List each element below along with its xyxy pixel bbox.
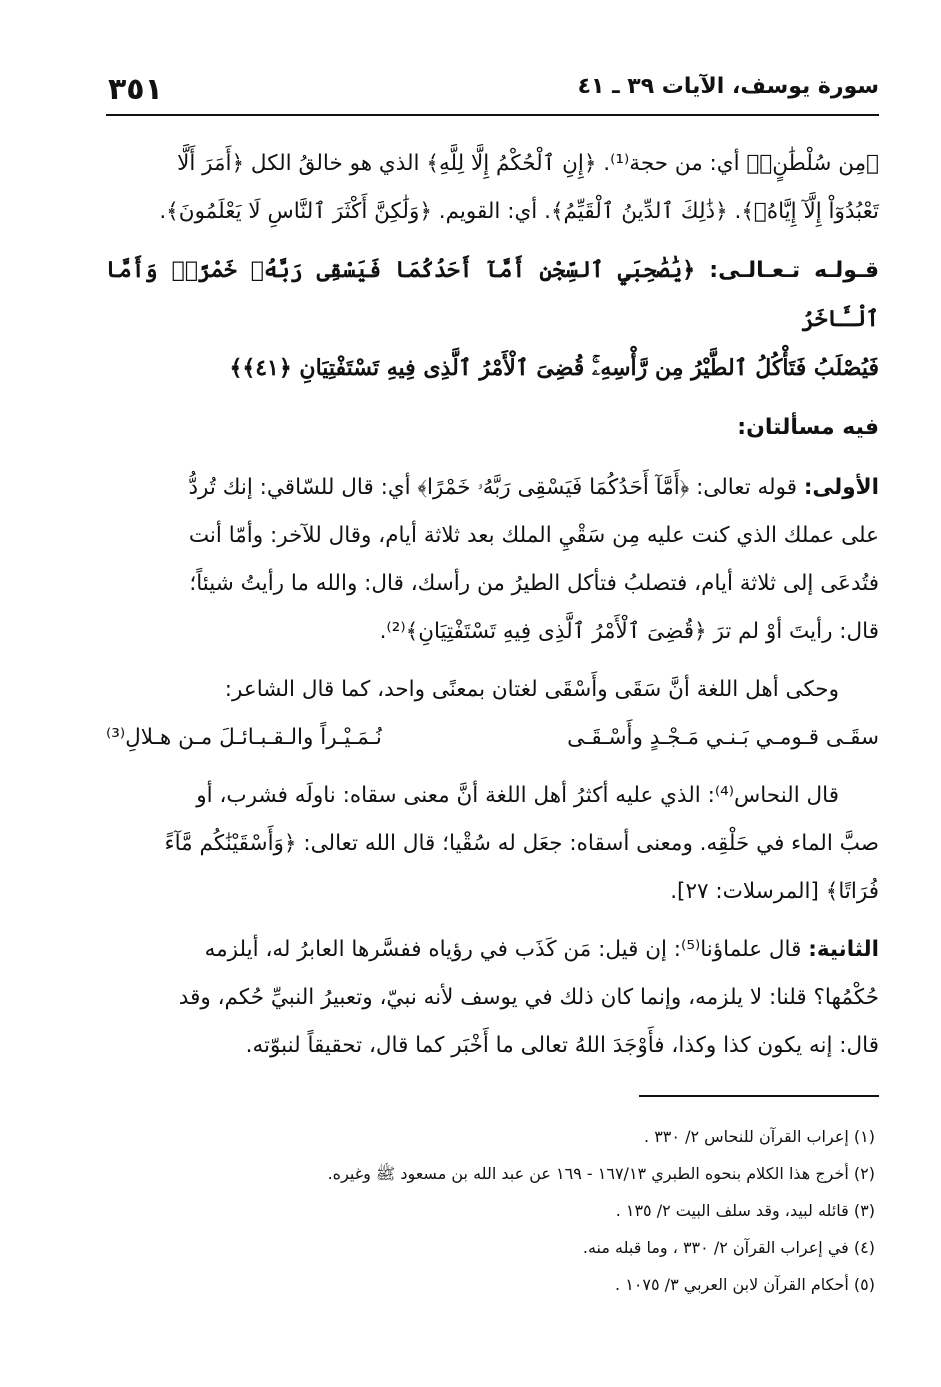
poetry-verse	[106, 714, 879, 762]
text-line: حُكْمُها؟ قلنا: لا يلزمه، وإنما كان ذلك في يوسف لأنه نبيّ، وتعبيرُ النبيِّ حُكم، وقد	[178, 985, 879, 1010]
verse-intro: قـولـه تـعـالـى:	[709, 258, 879, 283]
page-number: ٣٥١	[108, 72, 163, 107]
footnotes	[106, 1118, 875, 1303]
text-line: قال: إنه يكون كذا وكذا، فأَوْجَدَ اللهُ تعالى ما أَخْبَر كما قال، تحقيقاً لنبوّته.	[245, 1033, 879, 1058]
text-line: وحكى أهل اللغة أنَّ سَقَى وأَسْقَى لغتان بمعنًى واحد، كما قال الشاعر:	[224, 677, 839, 702]
issue-text: قال علماؤنا⁽⁵⁾: إن قيل: مَن كَذَب في رؤياه ففسَّرها العابرُ له، أيلزمه	[204, 937, 802, 962]
verse-second-hemistich: نُـمَـيْـراً والـقـبـائـلَ مـن هـلالِ⁽³⁾	[106, 725, 382, 750]
text-line: تَعْبُدُوٓاْ إِلَّآ إِيَّاهُۚ﴾. ﴿ذَٰلِكَ ٱلدِّينُ ٱلْقَيِّمُ﴾. أي: القويم. ﴿وَلَٰكِنَّ أَكْثَرَ ٱلنَّاسِ لَا يَعْلَمُونَ﴾.	[159, 199, 879, 224]
issue-label: الثانية:	[808, 937, 879, 962]
footnote-rule	[639, 1095, 879, 1097]
main-text	[106, 140, 879, 1070]
text-line	[106, 464, 879, 512]
running-title: سورة يوسف، الآيات ٣٩ ـ ٤١	[577, 74, 879, 99]
quran-verse-line	[106, 246, 879, 344]
footnote: (٣) قائله لبيد، وقد سلف البيت ٢/ ١٣٥ .	[615, 1201, 875, 1220]
page-header	[108, 68, 879, 108]
quran-verse-line: فَيُصْلَبُ فَتَأْكُلُ ٱلطَّيْرُ مِن رَّأْسِهِۦۚ قُضِىَ ٱلْأَمْرُ ٱلَّذِى فِيهِ تَسْتَفْتِيَانِ ﴿٤١﴾﴾	[229, 355, 879, 381]
verse-first-hemistich: سقَـى قـومـي بَـنـي مَـجْـدٍ وأَسْـقَـى	[567, 725, 879, 750]
text-line	[106, 926, 879, 974]
text-line: على عملك الذي كنت عليه مِن سَقْيِ الملك بعد ثلاثة أيام، وقال للآخر: وأمّا أنت	[188, 523, 879, 548]
text-line: فتُدعَى إلى ثلاثة أيام، فتصلبُ فتأكل الطيرُ من رأسك، قال: والله ما رأيتُ شيئاً؛	[189, 571, 879, 596]
footnote: (٤) في إعراب القرآن ٢/ ٣٣٠ ، وما قبله منه.	[582, 1238, 875, 1257]
text-line: صبَّ الماء في حَلْقِه. ومعنى أسقاه: جعَل له سُقْيا؛ قال الله تعالى: ﴿وَأَسْقَيْنَٰكُم مَّآءً	[164, 831, 879, 856]
text-line: ﴿مِن سُلْطَٰنٍۚ﴾ أي: من حجة⁽¹⁾. ﴿إِنِ ٱلْحُكْمُ إِلَّا لِلَّهِ﴾ الذي هو خالقُ الكل ﴿أَمَرَ أَلَّا	[177, 151, 879, 176]
footnote: (٢) أخرج هذا الكلام بنحوه الطبري ١٦٧/١٣ - ١٦٩ عن عبد الله بن مسعود ﷺ وغيره.	[327, 1164, 875, 1183]
text-line: فُرَاتًا﴾ [المرسلات: ٢٧].	[670, 879, 879, 904]
issue-label: الأولى:	[803, 475, 879, 500]
footnote: (٥) أحكام القرآن لابن العربي ٣/ ١٠٧٥ .	[615, 1275, 875, 1294]
text-line: قال النحاس⁽⁴⁾: الذي عليه أكثرُ أهل اللغة أنَّ معنى سقاه: ناولَه فشرب، أو	[196, 783, 839, 808]
footnote: (١) إعراب القرآن للنحاس ٢/ ٣٣٠ .	[644, 1127, 875, 1146]
issue-text: قوله تعالى: ﴿أَمَّآ أَحَدُكُمَا فَيَسْقِى رَبَّهُۥ خَمْرًا﴾ أي: قال للسّاقي: إنك تُردُّ	[188, 475, 797, 500]
verse-text: ﴿يَٰصَٰحِبَيِ ٱلسِّجْنِ أَمَّآ أَحَدُكُمَا فَيَسْقِى رَبَّهُۥ خَمْرًاۖ وَأَمَّا ٱلْـَٔاخَرُ	[106, 257, 879, 332]
text-line: قال: رأيتَ أوْ لم ترَ ﴿قُضِىَ ٱلْأَمْرُ ٱلَّذِى فِيهِ تَسْتَفْتِيَانِ﴾⁽²⁾.	[379, 619, 879, 644]
header-rule	[106, 114, 879, 116]
section-heading: فيه مسألتان:	[737, 415, 879, 440]
